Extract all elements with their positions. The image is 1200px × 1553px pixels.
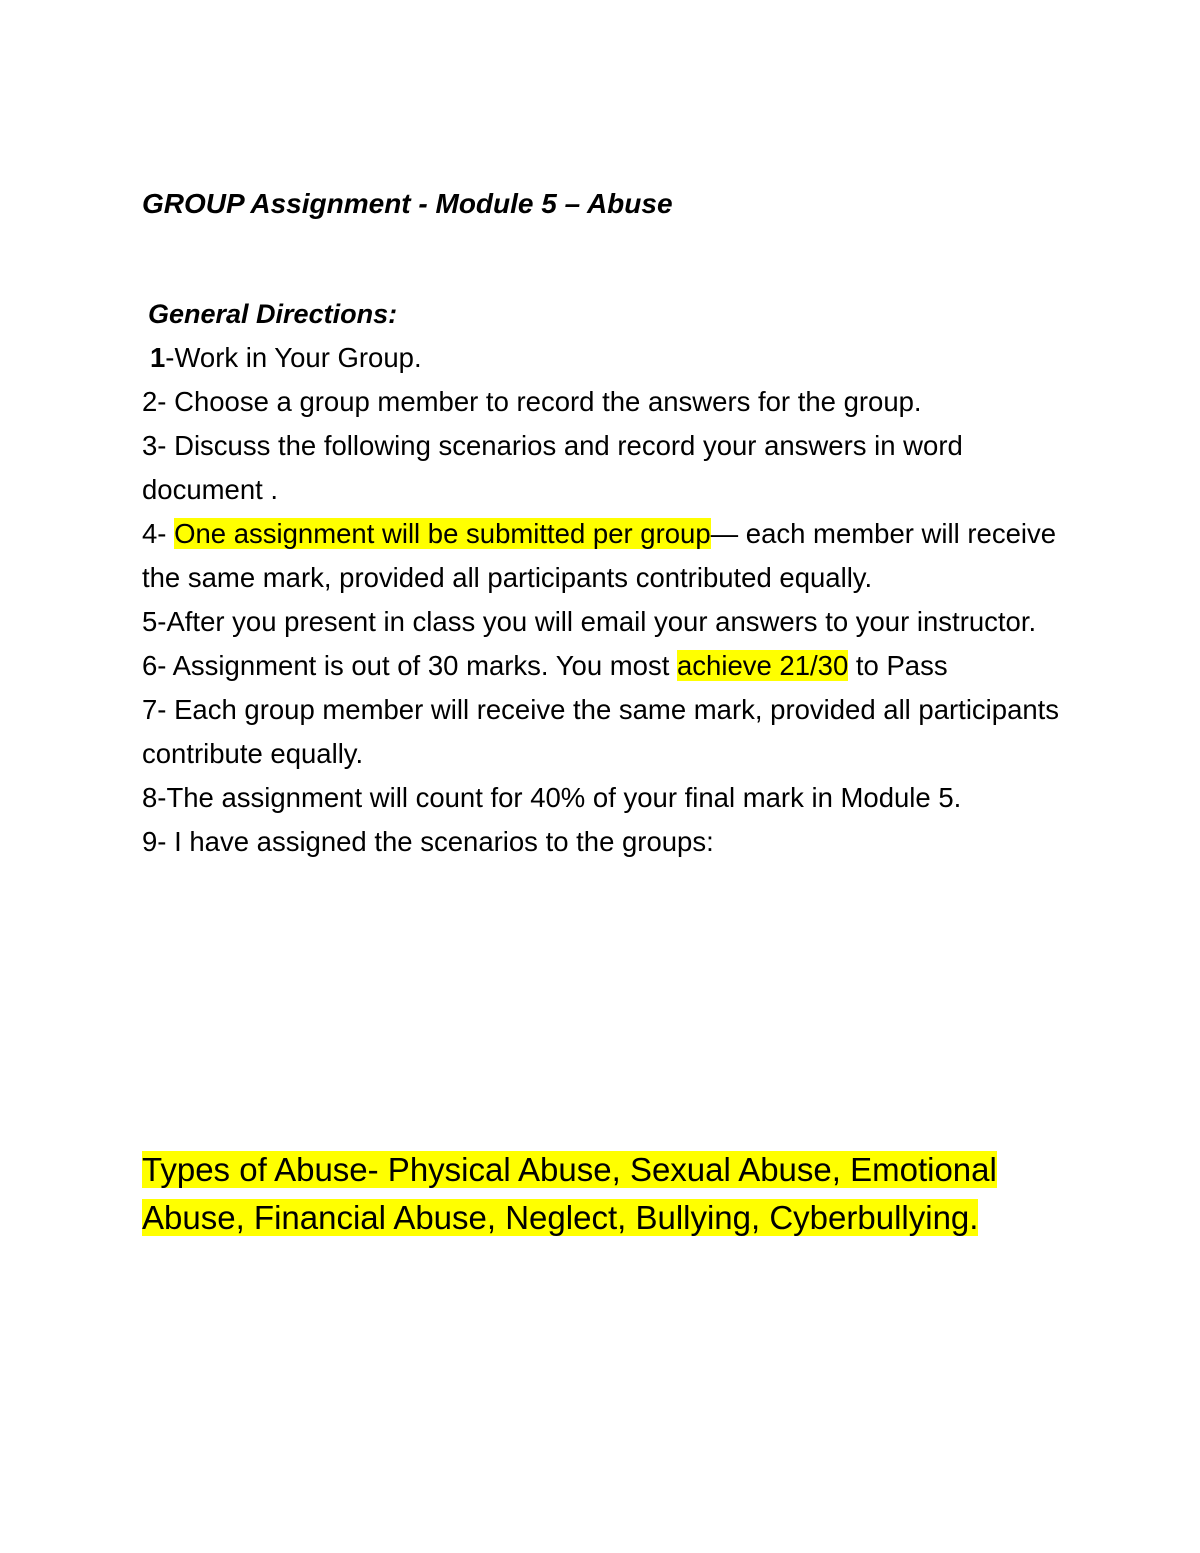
direction-item-3: 3- Discuss the following scenarios and record your answers in word document . <box>142 430 963 505</box>
directions-list <box>142 336 1082 864</box>
direction-item-5: 5-After you present in class you will email your answers to your instructor. <box>142 606 1037 637</box>
direction-item-7: 7- Each group member will receive the same mark, provided all participants contribute equally. <box>142 694 1060 769</box>
direction-item-9: 9- I have assigned the scenarios to the groups: <box>142 826 714 857</box>
direction-prefix: 4- <box>142 518 175 549</box>
highlighted-text: achieve 21/30 <box>677 650 849 681</box>
direction-suffix: — each member will receive the same mark, provided all participants contributed equally. <box>142 518 1057 593</box>
direction-item-1 <box>142 336 1082 380</box>
direction-suffix: to Pass <box>848 650 948 681</box>
section-heading: General Directions: <box>148 299 398 329</box>
direction-item-8: 8-The assignment will count for 40% of your final mark in Module 5. <box>142 782 962 813</box>
direction-text: -Work in Your Group. <box>165 342 422 373</box>
direction-item-4 <box>142 512 1082 600</box>
direction-number: 1 <box>150 342 166 373</box>
types-of-abuse-text: Types of Abuse- Physical Abuse, Sexual Abuse, Emotional Abuse, Financial Abuse, Neglect, Bullying, Cyberbullying. <box>142 1151 997 1236</box>
direction-prefix: 6- Assignment is out of 30 marks. You most <box>142 650 677 681</box>
direction-item-6 <box>142 644 1082 688</box>
types-of-abuse <box>142 1146 1082 1242</box>
document-title: GROUP Assignment - Module 5 – Abuse <box>142 188 673 219</box>
highlighted-text: One assignment will be submitted per group <box>174 518 711 549</box>
direction-item-2: 2- Choose a group member to record the answers for the group. <box>142 386 922 417</box>
